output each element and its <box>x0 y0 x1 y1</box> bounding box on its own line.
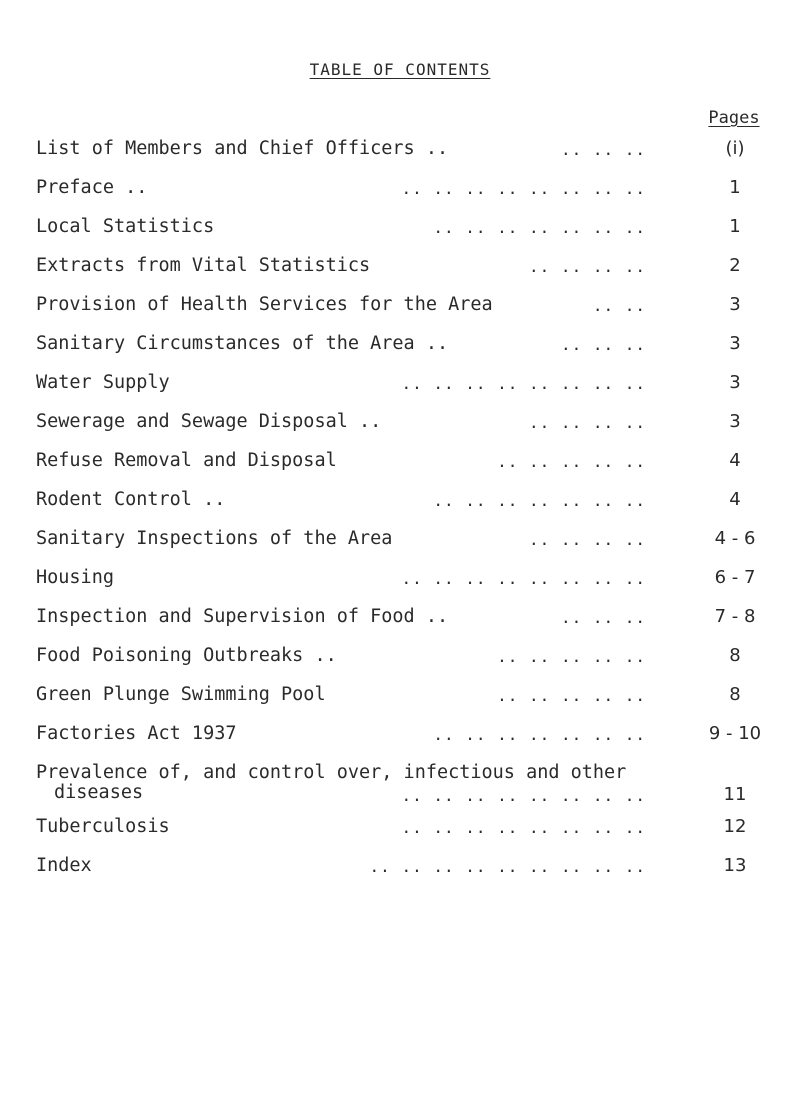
toc-entry <box>36 567 778 606</box>
toc-entry-label: Housing <box>36 567 114 588</box>
toc-entry-leader: .. .. .. .. .. <box>497 647 646 666</box>
toc-entry-page: 3 <box>729 333 741 354</box>
toc-entry-label: Tuberculosis <box>36 816 170 837</box>
toc-entry-label: Rodent Control .. <box>36 489 226 510</box>
toc-entry-label: Sanitary Inspections of the Area <box>36 528 393 549</box>
table-of-contents <box>36 138 778 894</box>
toc-entry-label: Sewerage and Sewage Disposal .. <box>36 411 382 432</box>
toc-entry-label-line1: Prevalence of, and control over, infectious and other <box>36 762 627 783</box>
toc-entry-page: 7 - 8 <box>714 606 756 627</box>
toc-entry-page: 13 <box>723 855 747 876</box>
toc-entry-leader: .. .. .. <box>560 335 646 354</box>
toc-entry-label: Factories Act 1937 <box>36 723 237 744</box>
toc-entry-page: 11 <box>723 784 747 805</box>
pages-column-header: Pages <box>708 108 760 128</box>
toc-entry <box>36 294 778 333</box>
toc-entry-label: Food Poisoning Outbreaks .. <box>36 645 337 666</box>
toc-entry-label: Extracts from Vital Statistics <box>36 255 371 276</box>
toc-entry-label: Preface .. <box>36 177 148 198</box>
toc-entry <box>36 177 778 216</box>
toc-entry-label: Local Statistics <box>36 216 215 237</box>
toc-entry-leader: .. .. .. .. .. .. .. .. <box>401 818 646 837</box>
toc-entry-label: Water Supply <box>36 372 170 393</box>
toc-entry <box>36 450 778 489</box>
toc-entry-leader: .. .. .. .. <box>529 413 646 432</box>
toc-entry-page: 2 <box>729 255 741 276</box>
toc-entry-leader: .. .. <box>592 296 646 315</box>
toc-entry <box>36 684 778 723</box>
toc-entry-leader: .. .. .. .. .. .. .. .. <box>401 179 646 198</box>
toc-entry <box>36 372 778 411</box>
toc-entry <box>36 216 778 255</box>
toc-entry <box>36 411 778 450</box>
toc-entry-leader: .. .. .. .. .. <box>497 686 646 705</box>
toc-entry-page: 4 <box>729 489 741 510</box>
toc-entry-leader: .. .. .. <box>560 140 646 159</box>
toc-entry-label: Green Plunge Swimming Pool <box>36 684 326 705</box>
toc-entry <box>36 528 778 567</box>
toc-entry-label: Provision of Health Services for the Area <box>36 294 493 315</box>
toc-entry-leader: .. .. .. .. <box>529 530 646 549</box>
toc-entry <box>36 855 778 894</box>
toc-entry <box>36 489 778 528</box>
toc-entry <box>36 816 778 855</box>
toc-entry-page: (i) <box>725 138 745 159</box>
toc-entry-leader: .. .. .. .. .. <box>497 452 646 471</box>
toc-entry-leader: .. .. .. .. .. .. .. <box>433 218 646 237</box>
toc-entry-page: 9 - 10 <box>708 723 762 744</box>
toc-entry-page: 4 <box>729 450 741 471</box>
document-title: TABLE OF CONTENTS <box>309 60 491 79</box>
toc-entry-page: 4 - 6 <box>714 528 756 549</box>
toc-entry-page: 1 <box>729 216 741 237</box>
toc-entry-page: 3 <box>729 372 741 393</box>
toc-entry-page: 3 <box>729 411 741 432</box>
toc-entry <box>36 333 778 372</box>
toc-entry-leader: .. .. .. .. .. .. .. .. <box>401 569 646 588</box>
toc-entry-leader: .. .. .. <box>560 608 646 627</box>
toc-entry-page: 8 <box>729 684 741 705</box>
toc-entry-page: 3 <box>729 294 741 315</box>
toc-entry-label: Inspection and Supervision of Food .. <box>36 606 449 627</box>
toc-entry-leader: .. .. .. .. .. .. .. .. <box>401 786 646 805</box>
toc-entry-page: 1 <box>729 177 741 198</box>
toc-entry <box>36 138 778 177</box>
toc-entry-multiline <box>36 762 778 816</box>
toc-entry-label-line2: diseases <box>54 782 144 803</box>
toc-entry-leader: .. .. .. .. .. .. .. <box>433 725 646 744</box>
toc-entry-leader: .. .. .. .. .. .. .. <box>433 491 646 510</box>
toc-entry-label: Index <box>36 855 92 876</box>
toc-entry <box>36 606 778 645</box>
toc-entry-label: List of Members and Chief Officers .. <box>36 138 449 159</box>
toc-entry-page: 12 <box>723 816 747 837</box>
toc-entry-label: Sanitary Circumstances of the Area .. <box>36 333 449 354</box>
toc-entry-leader: .. .. .. .. .. .. .. .. <box>401 374 646 393</box>
toc-entry-leader: .. .. .. .. <box>529 257 646 276</box>
toc-entry <box>36 255 778 294</box>
toc-entry-leader: .. .. .. .. .. .. .. .. .. <box>369 857 646 876</box>
toc-entry-page: 6 - 7 <box>714 567 756 588</box>
toc-entry <box>36 645 778 684</box>
toc-entry <box>36 723 778 762</box>
toc-entry-page: 8 <box>729 645 741 666</box>
toc-entry-label: Refuse Removal and Disposal <box>36 450 337 471</box>
